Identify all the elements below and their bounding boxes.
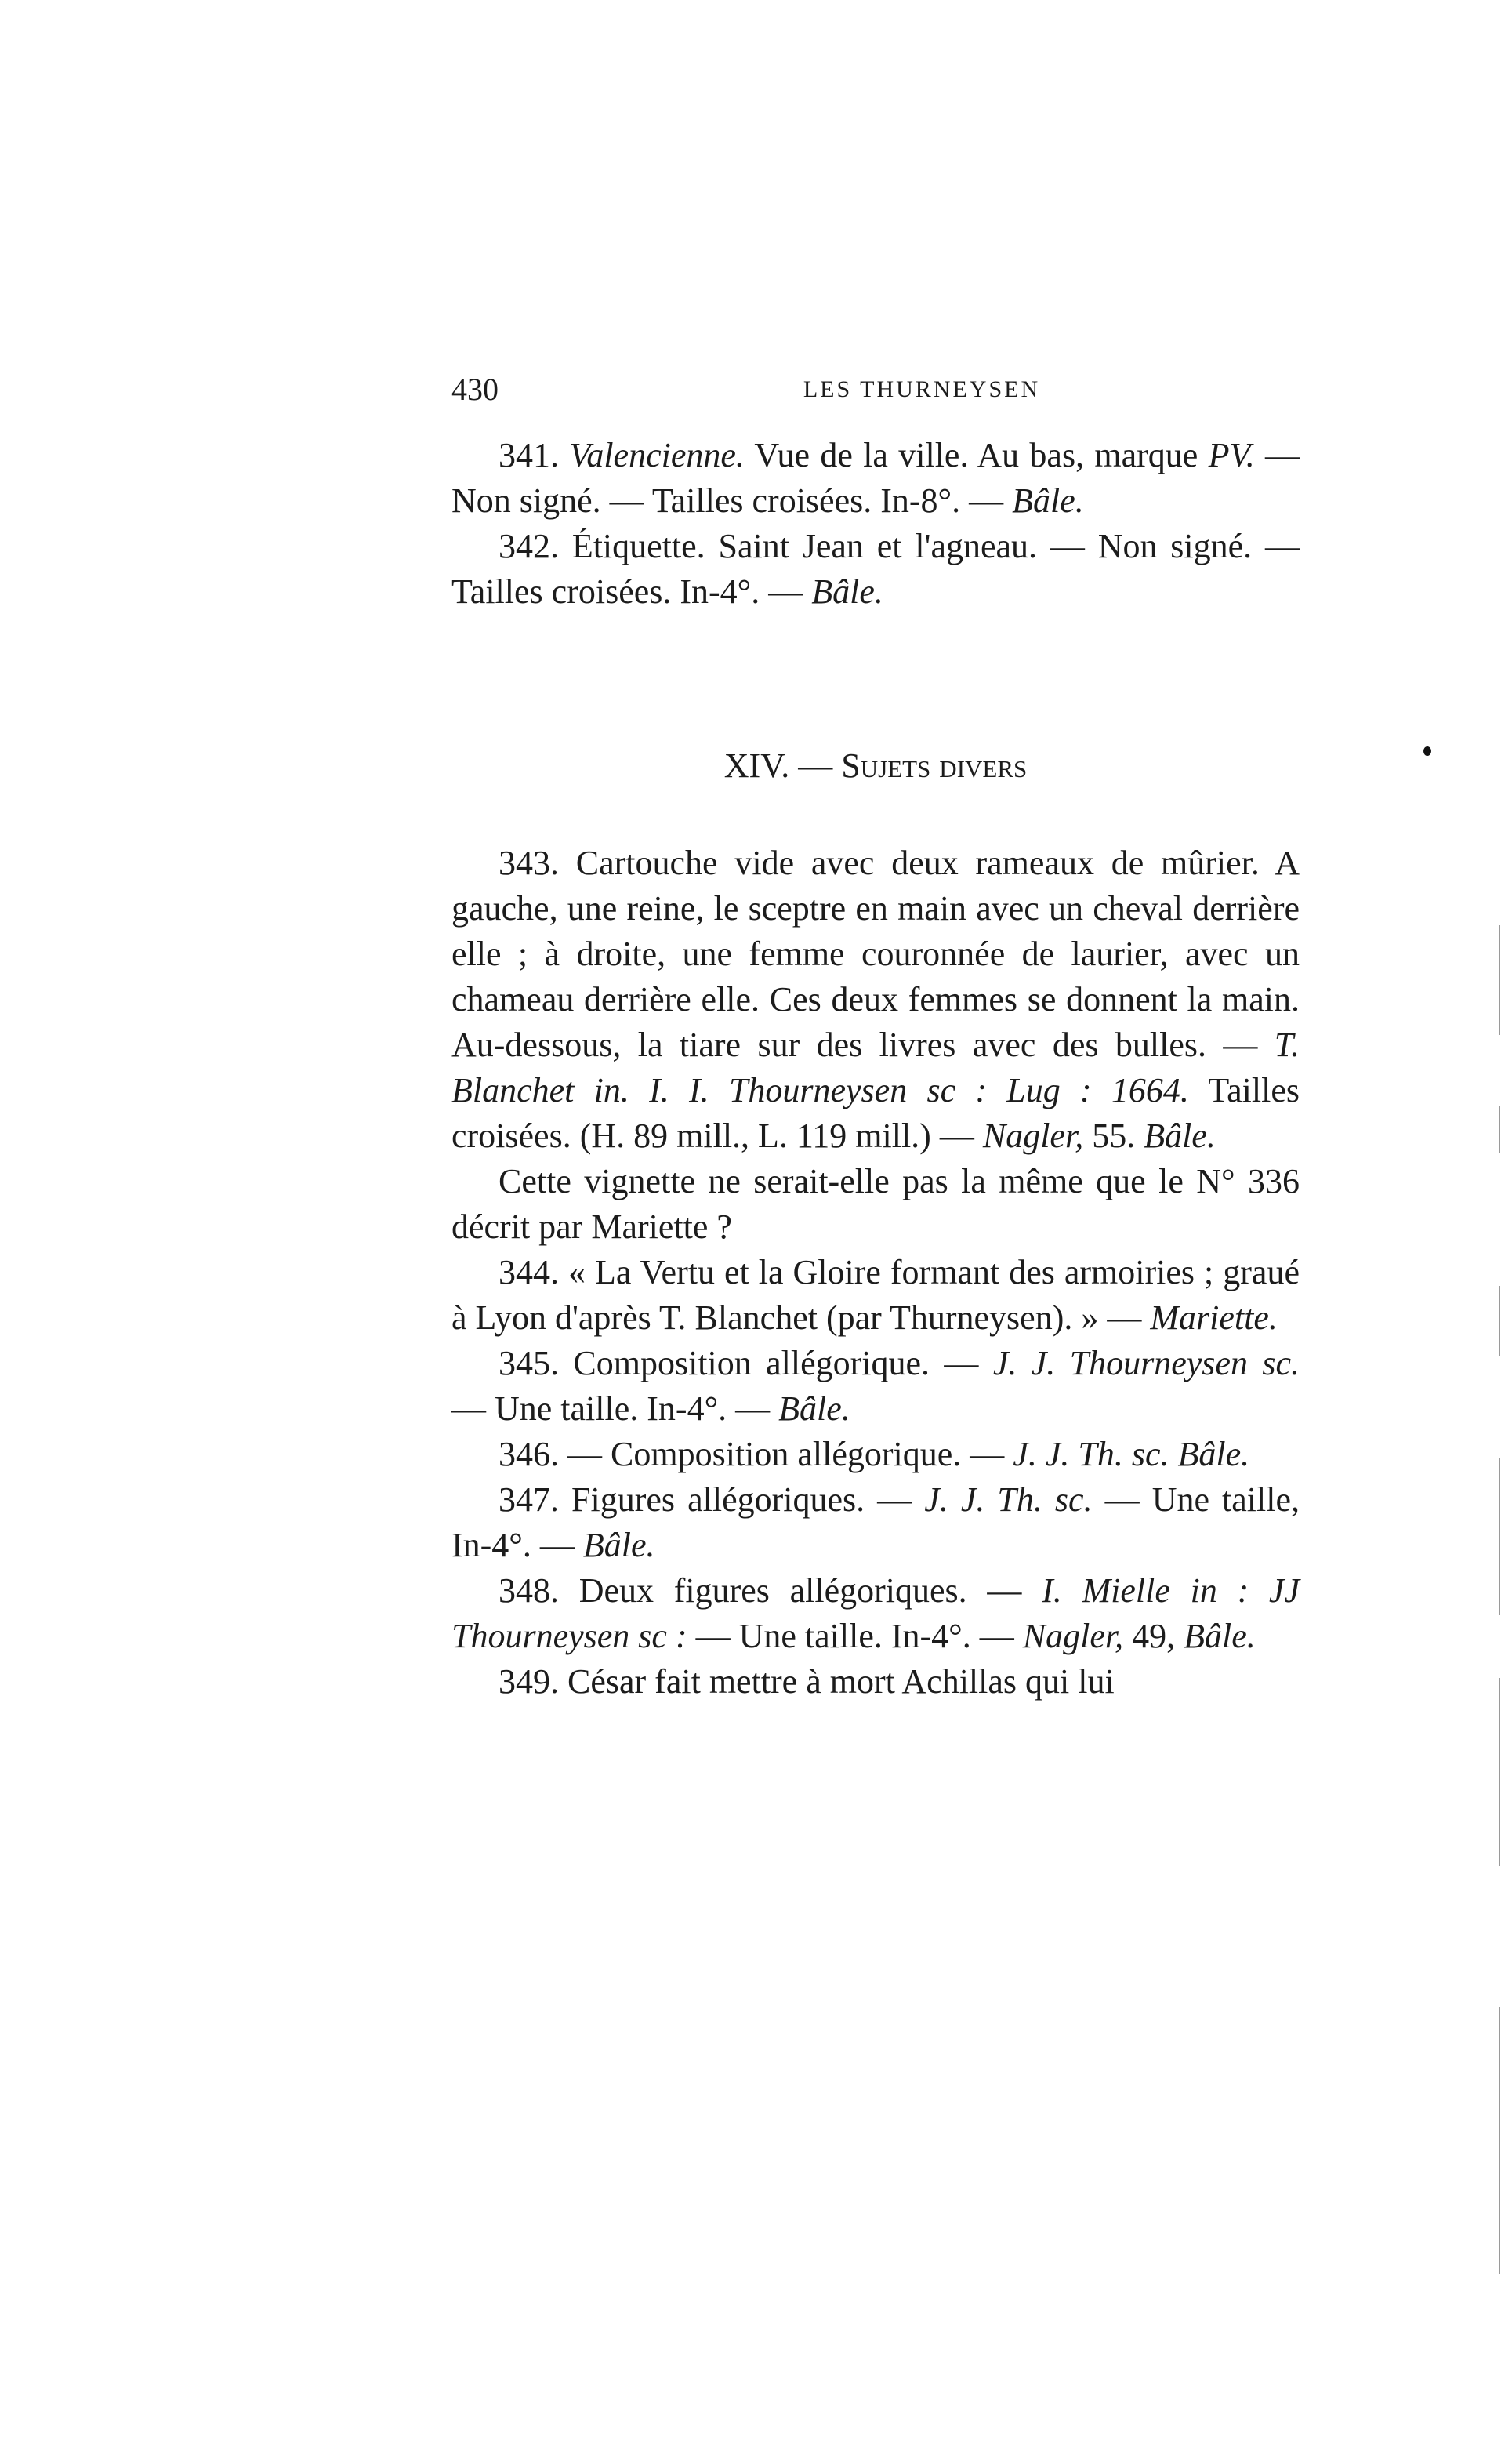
margin-rule: [1499, 1458, 1500, 1615]
entry-text: 349. César fait mettre à mort Achillas qui lui: [499, 1662, 1115, 1701]
italic-text: I. Mielle in : JJ Thourneysen sc :: [451, 1571, 1300, 1655]
entry-text: 344. « La Vertu et la Gloire formant des armoiries ; graué à Lyon d'après T. Blanchet (par Thurneysen). » —: [451, 1253, 1300, 1337]
catalogue-entry-341: [451, 433, 1300, 524]
catalogue-entry-343: [451, 841, 1300, 1159]
italic-text: Nagler,: [1022, 1617, 1124, 1655]
entry-text: 343. Cartouche vide avec deux rameaux de mûrier. A gauche, une reine, le sceptre en main avec un cheval derrière elle ; à droite, une femme couronnée de laurier, avec un chameau derrière elle. Ces deux femmes se donnent la main. Au-dessous, la tiare sur des livres avec des bulles. —: [451, 844, 1300, 1064]
entry-text: — Non signé. — Tailles croisées. In-8°. —: [451, 436, 1300, 520]
catalogue-entry-342: [451, 524, 1300, 615]
italic-text: Bâle.: [778, 1389, 850, 1428]
entries-bottom: [451, 841, 1300, 1705]
catalogue-entry-344: [451, 1250, 1300, 1341]
italic-text: Bâle.: [1184, 1617, 1256, 1655]
entry-text: Vue de la ville. Au bas, marque: [744, 436, 1209, 474]
page-header: [451, 367, 1300, 412]
entry-text: 345. Composition allégorique. —: [499, 1344, 993, 1382]
section-dash: —: [789, 746, 842, 785]
italic-text: Bâle.: [1012, 481, 1084, 520]
italic-text: Nagler,: [982, 1117, 1084, 1155]
catalogue-entry-346: [451, 1432, 1300, 1477]
entries-top: [451, 433, 1300, 615]
entry-text: 346. — Composition allégorique. —: [499, 1435, 1013, 1473]
italic-text: Bâle.: [1144, 1117, 1216, 1155]
section-heading: [451, 743, 1300, 789]
entry-text: 342. Étiquette. Saint Jean et l'agneau. — Non signé. — Tailles croisées. In-4°. —: [451, 527, 1300, 611]
italic-text: PV.: [1208, 436, 1255, 474]
entry-text: 49,: [1123, 1617, 1184, 1655]
catalogue-entry-348: [451, 1568, 1300, 1659]
italic-text: J. J. Thourneysen sc.: [992, 1344, 1300, 1382]
entry-text: 348. Deux figures allégoriques. —: [499, 1571, 1042, 1610]
section-title: Sujets divers: [841, 746, 1028, 785]
entry-text: 55.: [1083, 1117, 1144, 1155]
entry-text: — Une taille. In-4°. —: [451, 1389, 779, 1428]
entry-text: 347. Figures allégoriques. —: [499, 1480, 925, 1519]
margin-rule: [1499, 925, 1500, 1035]
entry-text: Tailles croisées. (H. 89 mill., L. 119 mill.) —: [451, 1071, 1300, 1155]
italic-text: Valencienne.: [569, 436, 745, 474]
page-number: 430: [451, 372, 499, 407]
margin-rule: [1499, 2007, 1500, 2274]
catalogue-entry-345: [451, 1341, 1300, 1432]
italic-text: J. J. Th. sc.: [924, 1480, 1093, 1519]
catalogue-entry-347: [451, 1477, 1300, 1568]
catalogue-entry-349: [451, 1659, 1300, 1705]
entry-text: 341.: [499, 436, 570, 474]
italic-text: Bâle.: [811, 572, 883, 611]
margin-rule: [1499, 1286, 1500, 1356]
italic-text: J. J. Th. sc. Bâle.: [1013, 1435, 1250, 1473]
entry-text: — Une taille, In-4°. —: [451, 1480, 1300, 1564]
margin-rule: [1499, 1678, 1500, 1866]
italic-text: T. Blanchet in. I. I. Thourneysen sc : Lug : 1664.: [451, 1026, 1300, 1109]
italic-text: Bâle.: [582, 1526, 655, 1564]
running-title: LES THURNEYSEN: [803, 376, 1041, 402]
italic-text: Mariette.: [1150, 1298, 1278, 1337]
section-number: XIV.: [723, 746, 790, 785]
ink-dot: [1423, 746, 1431, 756]
catalogue-note: [451, 1159, 1300, 1250]
margin-rule: [1499, 1106, 1500, 1153]
entry-text: — Une taille. In-4°. —: [687, 1617, 1023, 1655]
entry-text: Cette vignette ne serait-elle pas la même que le N° 336 décrit par Mariette ?: [451, 1162, 1300, 1246]
